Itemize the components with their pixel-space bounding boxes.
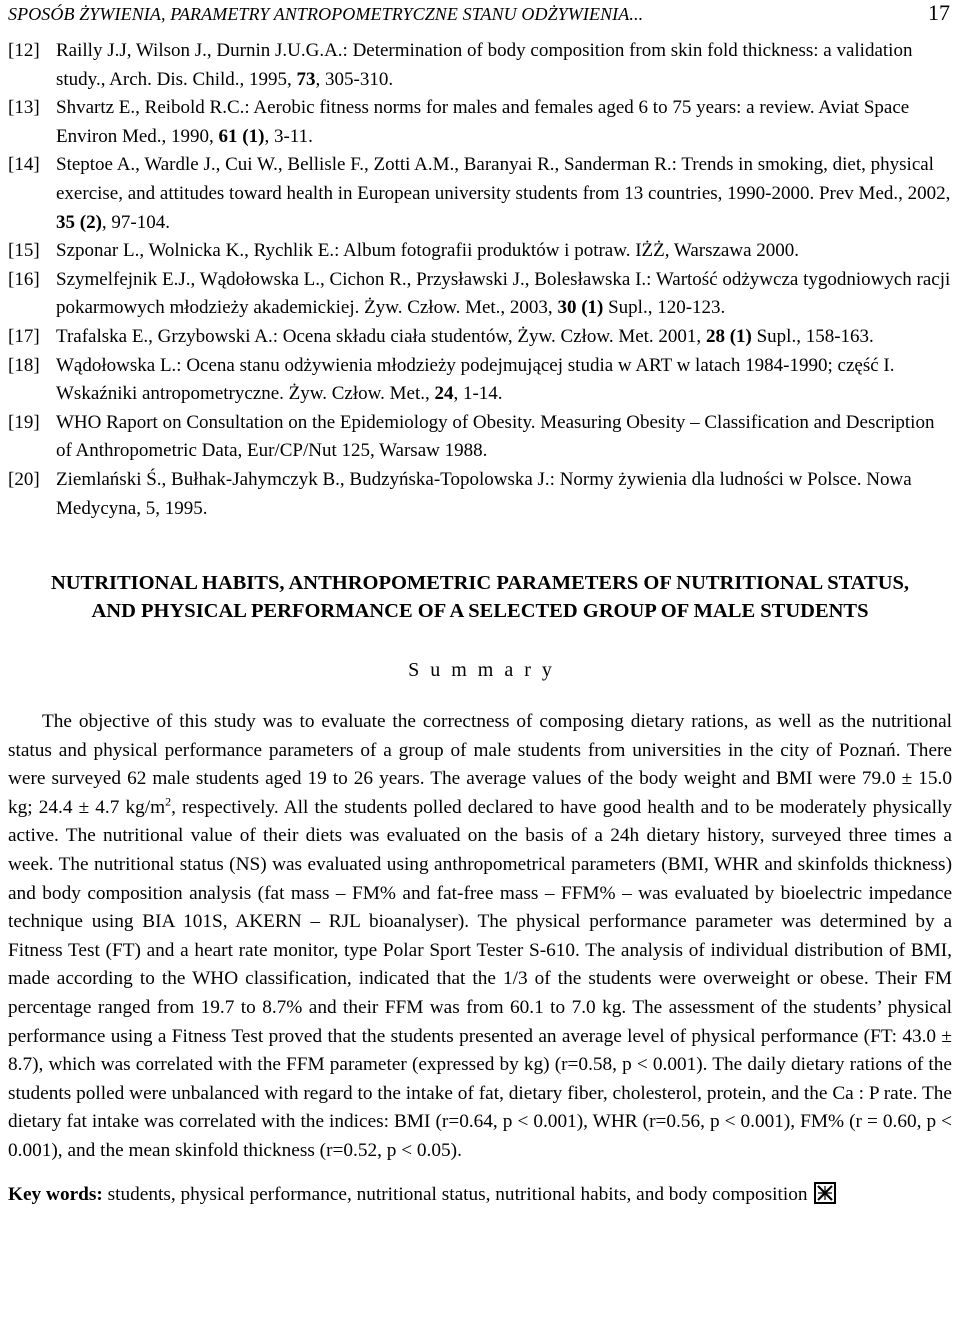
reference-text-part: , 97-104. [101,211,170,233]
running-title: SPOSÓB ŻYWIENIA, PARAMETRY ANTROPOMETRYCZNE STANU ODŻYWIENIA... [8,4,644,24]
reference-text-part: Steptoe A., Wardle J., Cui W., Bellisle F., Zotti A.M., Baranyai R., Sanderman R.: Trends in smoking, diet, physical exercise, and attitudes toward health in European university students from 13 countries, 1990-2000. Prev Med., 2002, [56,154,951,204]
reference-text-part: Shvartz E., Reibold R.C.: Aerobic fitness norms for males and females aged 6 to 75 years: a review. Aviat Space Environ Med., 1990, [56,97,910,147]
reference-text [56,240,799,261]
reference-number: [20] [8,468,40,490]
article-title [8,569,952,625]
keywords-text: students, physical performance, nutritional status, nutritional habits, and body composition [102,1183,808,1205]
reference-text [56,40,912,90]
reference-volume: (1) [581,297,604,319]
reference-number: [19] [8,411,40,433]
reference-text [56,154,950,232]
reference-item [8,466,952,523]
article-title-line-2: AND PHYSICAL PERFORMANCE OF A SELECTED GROUP OF MALE STUDENTS [91,600,869,623]
reference-text-part: Ziemlański Ś., Bułhak-Jahymczyk B., Budzyńska-Topolowska J.: Normy żywienia dla ludności w Polsce. Nowa Medycyna, 5, 1995. [56,468,912,519]
reference-text-part: , 305-310. [315,68,394,90]
reference-text-part: , 1-14. [453,383,503,405]
reference-item [8,151,952,237]
reference-number: [12] [8,40,40,61]
keywords-line [8,1181,952,1213]
abstract-text-part-1: The objective of this study was to evaluate the correctness of composing dietary rations, as well as the nutritional status and physical performance parameters of a group of male students from universities in the city of Poznań. There were surveyed 62 male students aged 19 to 26 years. The average values of the body weight and BMI were 79.0 ± 15.0 kg; 24.4 ± 4.7 kg/m [8,711,952,818]
running-header [8,0,952,31]
reference-item [8,409,952,466]
reference-number: [18] [8,354,40,376]
reference-volume: 24 [434,383,454,405]
reference-text [56,412,934,462]
reference-text [56,97,909,147]
reference-item [8,94,952,151]
reference-volume: (2) [79,211,102,233]
reference-text-part: Supl., 120-123. [603,297,726,319]
reference-text-part: WHO Raport on Consultation on the Epidemiology of Obesity. Measuring Obesity – Classification and Description of Anthropometric Data, Eur/CP/Nut 125, Warsaw 1988. [56,411,935,462]
abstract-paragraph [8,708,952,1166]
reference-item [8,323,952,352]
keywords-label: Key words: [8,1183,103,1205]
reference-text-part: Szponar L., Wolnicka K., Rychlik E.: Album fotografii produktów i potraw. IŻŻ, Warszawa 2000. [56,240,800,262]
reference-text [56,355,894,405]
reference-list [8,37,952,523]
reference-text [56,326,874,347]
abstract-text-part-2: , respectively. All the students polled declared to have good health and to be moderately physically active. The nutritional value of their diets was evaluated on the basis of a 24h dietary history, surveyed three times a week. The nutritional status (NS) was evaluated using anthropometrical parameters (BMI, WHR and skinfolds thickness) and body composition analysis (fat mass – FM% and fat-free mass – FFM% – was evaluated by bioelectric impedance technique using BIA 101S, AKERN – RJL bioanalyser). The physical performance parameter was determined by a Fitness Test (FT) and a heart rate monitor, type Polar Sport Tester S-610. The analysis of individual distribution of BMI, made according to the WHO classification, indicated that the 1/3 of the students were overweight or obese. Their FM percentage ranged from 19.7 to 8.7% and their FFM was from 60.1 to 7.0 kg. The assessment of the students’ physical performance using a Fitness Test proved that the students presented an average level of physical performance (FT: 43.0 ± 8.7), which was correlated with the FFM parameter (expressed by kg) (r=0.58, p < 0.001). The daily dietary rations of the students polled were unbalanced with regard to the intake of fat, dietary fiber, cholesterol, protein, and the Ca : P rate. The dietary fat intake was correlated with the indices: BMI (r=0.64, p < 0.001), WHR (r=0.56, p < 0.001), FM% (r = 0.60, p < 0.001), and the mean skinfold thickness (r=0.52, p < 0.05). [8,796,952,1161]
reference-volume: 28 [705,325,725,347]
end-of-article-mark-icon [814,1182,836,1213]
reference-text-part: , 3-11. [264,125,313,147]
reference-item [8,37,952,94]
reference-item [8,237,952,266]
reference-number: [16] [8,268,40,290]
reference-item [8,266,952,323]
summary-heading: Summary [408,659,563,682]
reference-volume: (1) [242,125,265,147]
page-number: 17 [928,0,950,25]
reference-text-part: Supl., 158-163. [751,325,874,347]
reference-volume: 30 [557,297,577,319]
reference-volume: 35 [56,211,75,233]
reference-number: [14] [8,154,40,176]
reference-text-part: Szymelfejnik E.J., Wądołowska L., Cichon R., Przysławski J., Bolesławska I.: Wartość odżywcza tygodniowych racji pokarmowych młodzieży akademickiej. Żyw. Człow. Met., 2003, [56,268,951,319]
reference-number: [15] [8,240,40,262]
abstract-superscript: 2 [165,794,172,809]
reference-item [8,352,952,409]
reference-volume: (1) [729,325,752,347]
reference-text-part: Wądołowska L.: Ocena stanu odżywienia młodzieży podejmującej studia w ART w latach 1984-1990; część I. Wskaźniki antropometryczne. Żyw. Człow. Met., [56,354,895,405]
article-title-line-1: NUTRITIONAL HABITS, ANTHROPOMETRIC PARAMETERS OF NUTRITIONAL STATUS, [50,572,910,595]
reference-text-part: Railly J.J, Wilson J., Durnin J.U.G.A.: Determination of body composition from skin fold thickness: a validation study., Arch. Dis. Child., 1995, [56,40,913,90]
reference-text [56,269,950,319]
reference-volume: 61 [218,125,238,147]
reference-number: [13] [8,97,40,119]
reference-text-part: Trafalska E., Grzybowski A.: Ocena składu ciała studentów, Żyw. Człow. Met. 2001, [56,325,706,347]
reference-volume: 73 [296,68,316,90]
reference-number: [17] [8,325,40,347]
reference-text [56,469,912,519]
